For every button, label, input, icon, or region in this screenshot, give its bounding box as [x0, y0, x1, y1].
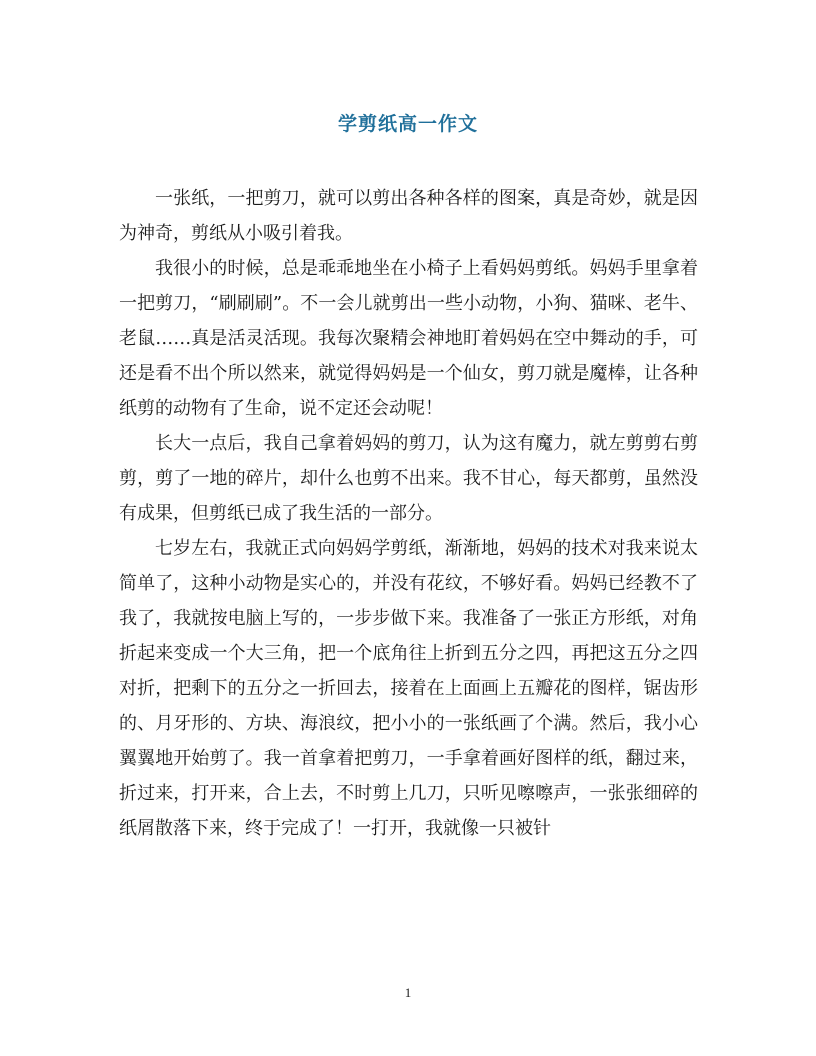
paragraph-4: 七岁左右，我就正式向妈妈学剪纸，渐渐地，妈妈的技术对我来说太简单了，这种小动物是实心的，并没有花纹，不够好看。妈妈已经教不了我了，我就按电脑上写的，一步步做下来。我准备了一张正方形纸，对角折起来变成一个大三角，把一个底角往上折到五分之四，再把这五分之四对折，把剩下的五分之一折回去，接着在上面画上五瓣花的图样，锯齿形的、月牙形的、方块、海浪纹，把小小的一张纸画了个满。然后，我小心翼翼地开始剪了。我一首拿着把剪刀，一手拿着画好图样的纸，翻过来，折过来，打开来，合上去，不时剪上几刀，只听见嚓嚓声，一张张细碎的纸屑散落下来，终于完成了！一打开，我就像一只被针 [119, 538, 698, 839]
document-body [119, 181, 698, 846]
page-number: 1 [404, 985, 412, 1000]
paragraph-1: 一张纸，一把剪刀，就可以剪出各种各样的图案，真是奇妙，就是因为神奇，剪纸从小吸引着我。 [119, 188, 698, 244]
paragraph-3: 长大一点后，我自己拿着妈妈的剪刀，认为这有魔力，就左剪剪右剪剪，剪了一地的碎片，却什么也剪不出来。我不甘心，每天都剪，虽然没有成果，但剪纸已成了我生活的一部分。 [119, 433, 698, 524]
document-title: 学剪纸高一作文 [337, 113, 478, 135]
paragraph-2: 我很小的时候，总是乖乖地坐在小椅子上看妈妈剪纸。妈妈手里拿着一把剪刀，“刷刷刷”。不一会儿就剪出一些小动物，小狗、猫咪、老牛、老鼠……真是活灵活现。我每次聚精会神地盯着妈妈在空中舞动的手，可还是看不出个所以然来，就觉得妈妈是一个仙女，剪刀就是魔棒，让各种纸剪的动物有了生命，说不定还会动呢！ [119, 258, 698, 419]
